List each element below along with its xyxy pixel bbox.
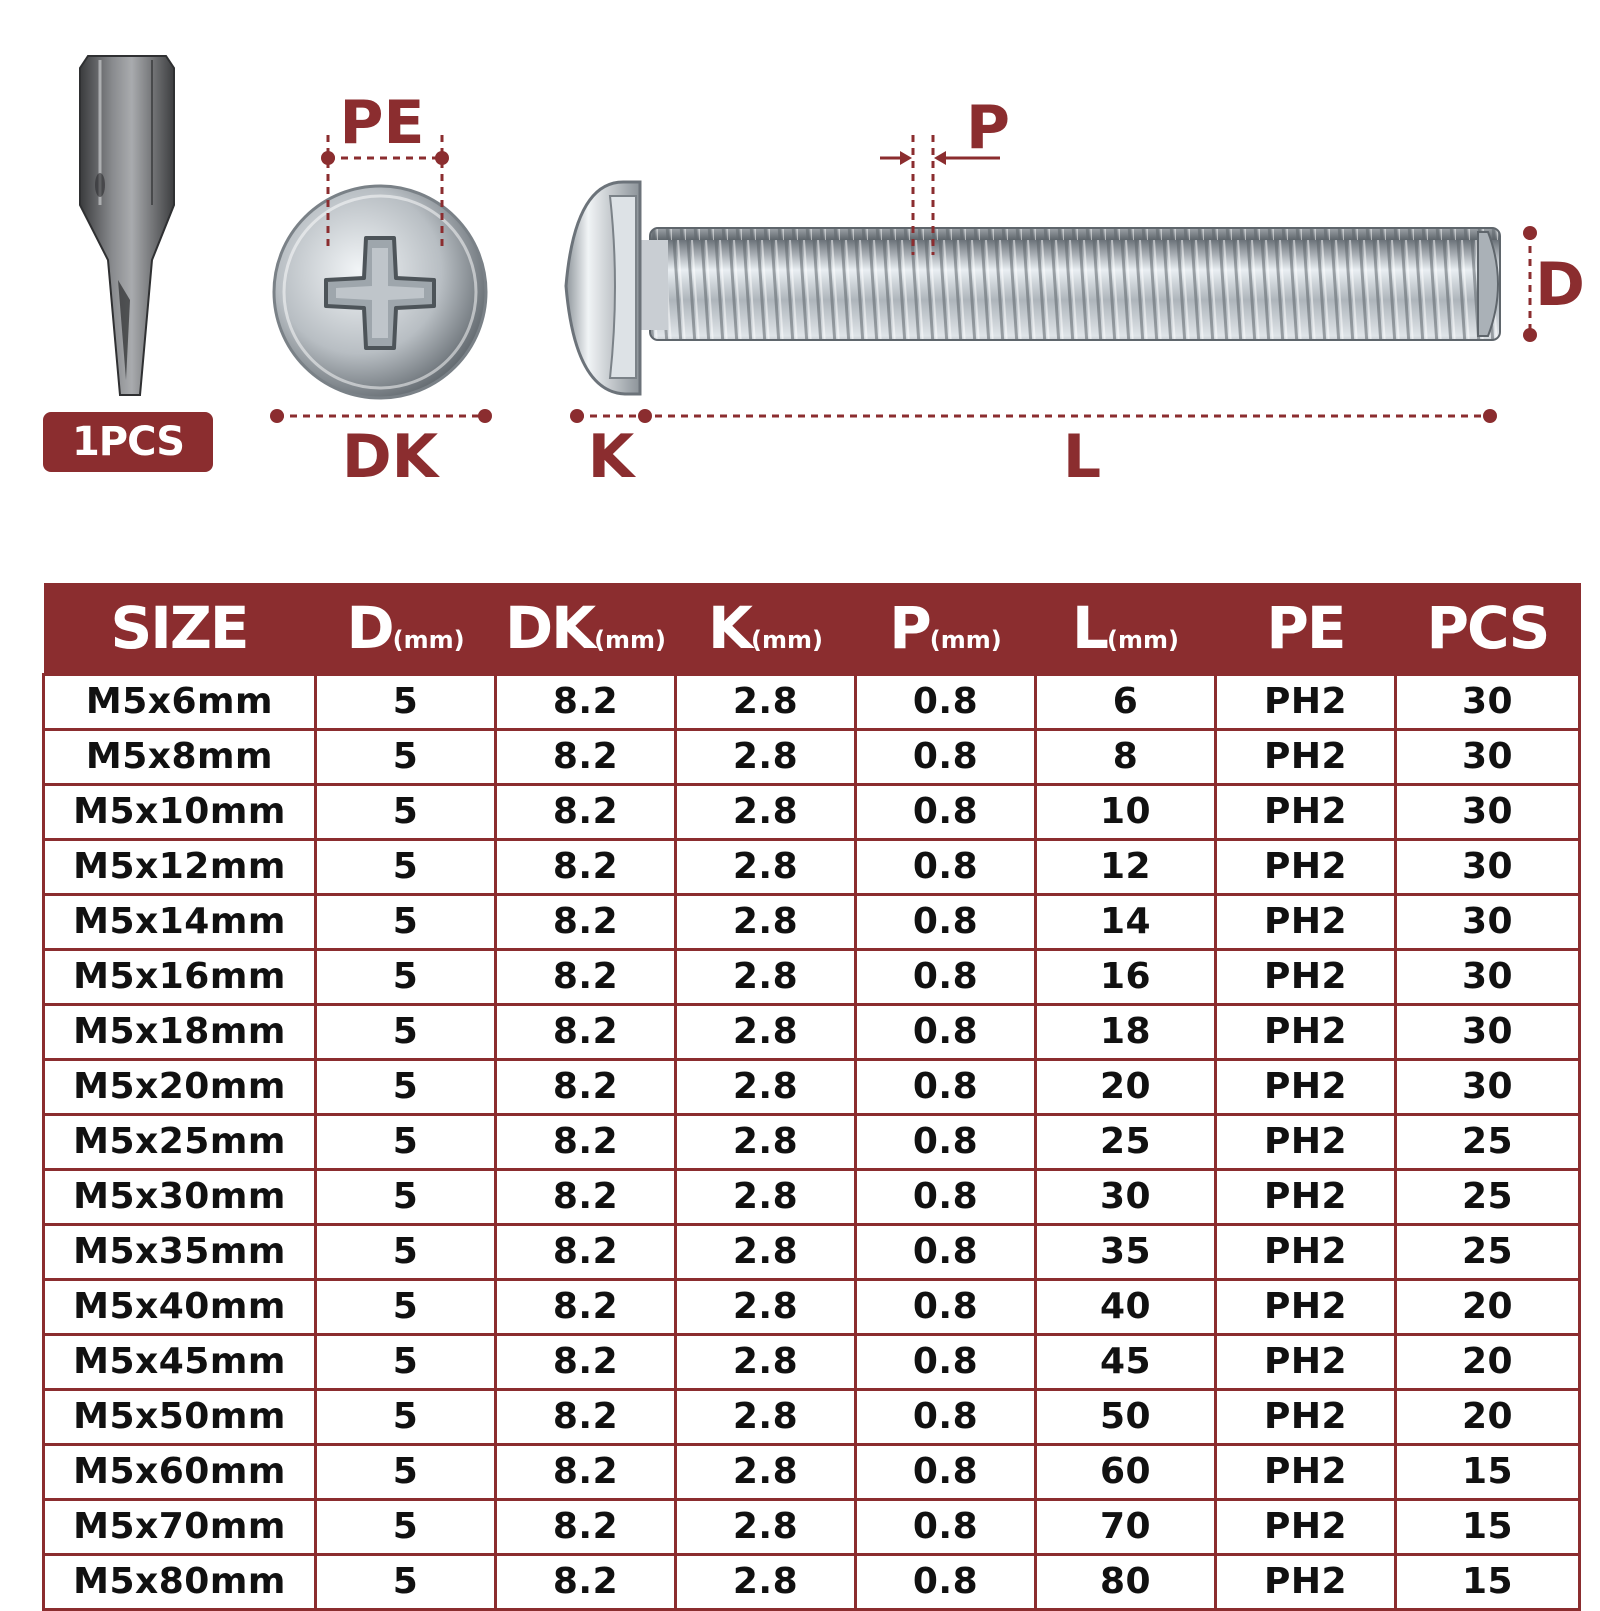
table-cell-pe: PH2 [1216, 1500, 1396, 1555]
table-cell-pe: PH2 [1216, 785, 1396, 840]
column-header-label: D [346, 594, 393, 662]
table-row [44, 730, 1580, 785]
column-header-d [316, 583, 496, 675]
table-cell-p: 0.8 [856, 1115, 1036, 1170]
table-cell-d: 5 [316, 1225, 496, 1280]
table-cell-k: 2.8 [676, 785, 856, 840]
table-cell-d: 5 [316, 895, 496, 950]
screw-dimension-diagram [0, 0, 1600, 560]
table-cell-p: 0.8 [856, 950, 1036, 1005]
table-cell-pcs: 30 [1396, 1005, 1580, 1060]
table-cell-l: 12 [1036, 840, 1216, 895]
table-cell-pe: PH2 [1216, 895, 1396, 950]
table-cell-d: 5 [316, 1115, 496, 1170]
table-cell-size: M5x30mm [44, 1170, 316, 1225]
table-cell-dk: 8.2 [496, 1445, 676, 1500]
table-cell-d: 5 [316, 840, 496, 895]
table-cell-k: 2.8 [676, 840, 856, 895]
table-cell-d: 5 [316, 1005, 496, 1060]
table-cell-size: M5x6mm [44, 675, 316, 730]
table-cell-k: 2.8 [676, 675, 856, 730]
table-cell-k: 2.8 [676, 730, 856, 785]
table-cell-pcs: 25 [1396, 1225, 1580, 1280]
table-cell-k: 2.8 [676, 1335, 856, 1390]
table-cell-p: 0.8 [856, 1170, 1036, 1225]
column-header-label: K [708, 594, 751, 662]
table-cell-p: 0.8 [856, 840, 1036, 895]
table-cell-p: 0.8 [856, 1225, 1036, 1280]
table-cell-l: 6 [1036, 675, 1216, 730]
table-cell-k: 2.8 [676, 1225, 856, 1280]
table-row [44, 1335, 1580, 1390]
table-cell-dk: 8.2 [496, 1280, 676, 1335]
table-cell-pe: PH2 [1216, 1005, 1396, 1060]
table-row [44, 950, 1580, 1005]
table-cell-size: M5x80mm [44, 1555, 316, 1610]
table-cell-p: 0.8 [856, 1555, 1036, 1610]
column-header-label: PCS [1426, 594, 1549, 662]
table-cell-pe: PH2 [1216, 1555, 1396, 1610]
table-cell-l: 25 [1036, 1115, 1216, 1170]
column-header-pcs [1396, 583, 1580, 675]
table-cell-dk: 8.2 [496, 1170, 676, 1225]
table-cell-pe: PH2 [1216, 1335, 1396, 1390]
table-cell-k: 2.8 [676, 895, 856, 950]
table-cell-p: 0.8 [856, 1060, 1036, 1115]
table-cell-d: 5 [316, 1060, 496, 1115]
column-header-label: L [1072, 594, 1107, 662]
table-cell-pe: PH2 [1216, 1170, 1396, 1225]
table-cell-p: 0.8 [856, 1005, 1036, 1060]
table-row [44, 1555, 1580, 1610]
table-cell-k: 2.8 [676, 1555, 856, 1610]
table-row [44, 1005, 1580, 1060]
table-cell-d: 5 [316, 1555, 496, 1610]
column-header-unit: (mm) [929, 626, 1002, 654]
table-cell-size: M5x70mm [44, 1500, 316, 1555]
table-cell-pcs: 30 [1396, 840, 1580, 895]
table-row [44, 895, 1580, 950]
column-header-label: P [889, 594, 930, 662]
table-cell-l: 16 [1036, 950, 1216, 1005]
table-cell-pcs: 20 [1396, 1390, 1580, 1445]
table-cell-dk: 8.2 [496, 840, 676, 895]
table-cell-p: 0.8 [856, 1280, 1036, 1335]
table-cell-dk: 8.2 [496, 675, 676, 730]
table-cell-d: 5 [316, 950, 496, 1005]
table-cell-pe: PH2 [1216, 1225, 1396, 1280]
table-cell-d: 5 [316, 1445, 496, 1500]
table-cell-size: M5x40mm [44, 1280, 316, 1335]
label-k: K [587, 422, 635, 492]
table-cell-size: M5x14mm [44, 895, 316, 950]
table-cell-dk: 8.2 [496, 1005, 676, 1060]
table-cell-k: 2.8 [676, 1390, 856, 1445]
table-cell-k: 2.8 [676, 1115, 856, 1170]
column-header-label: PE [1266, 594, 1345, 662]
table-cell-pe: PH2 [1216, 1115, 1396, 1170]
column-header-p [856, 583, 1036, 675]
table-row [44, 1280, 1580, 1335]
table-row [44, 1060, 1580, 1115]
table-cell-dk: 8.2 [496, 1500, 676, 1555]
table-cell-d: 5 [316, 1170, 496, 1225]
column-header-unit: (mm) [1107, 626, 1179, 654]
table-cell-d: 5 [316, 1280, 496, 1335]
column-header-pe [1216, 583, 1396, 675]
table-cell-p: 0.8 [856, 675, 1036, 730]
table-cell-k: 2.8 [676, 1445, 856, 1500]
table-cell-size: M5x8mm [44, 730, 316, 785]
table-cell-k: 2.8 [676, 950, 856, 1005]
table-cell-size: M5x20mm [44, 1060, 316, 1115]
table-cell-p: 0.8 [856, 1390, 1036, 1445]
column-header-size [44, 583, 316, 675]
table-cell-pcs: 15 [1396, 1500, 1580, 1555]
table-header-row [44, 583, 1580, 675]
column-header-label: DK [504, 594, 595, 662]
table-row [44, 1225, 1580, 1280]
table-cell-size: M5x16mm [44, 950, 316, 1005]
table-cell-d: 5 [316, 675, 496, 730]
table-cell-dk: 8.2 [496, 1390, 676, 1445]
table-cell-p: 0.8 [856, 1500, 1036, 1555]
label-pe: PE [339, 88, 425, 158]
table-body [44, 675, 1580, 1610]
table-cell-l: 10 [1036, 785, 1216, 840]
screw-spec-table [42, 583, 1581, 1611]
table-cell-pcs: 25 [1396, 1115, 1580, 1170]
table-cell-d: 5 [316, 1500, 496, 1555]
bit-quantity-badge: 1PCS [43, 412, 213, 472]
table-cell-l: 60 [1036, 1445, 1216, 1500]
table-cell-pcs: 30 [1396, 785, 1580, 840]
table-cell-l: 14 [1036, 895, 1216, 950]
table-cell-pcs: 20 [1396, 1280, 1580, 1335]
column-header-label: SIZE [110, 594, 248, 662]
table-cell-l: 35 [1036, 1225, 1216, 1280]
table-cell-size: M5x18mm [44, 1005, 316, 1060]
table-cell-pcs: 20 [1396, 1335, 1580, 1390]
table-cell-k: 2.8 [676, 1060, 856, 1115]
table-cell-dk: 8.2 [496, 1060, 676, 1115]
table-cell-dk: 8.2 [496, 895, 676, 950]
table-cell-l: 20 [1036, 1060, 1216, 1115]
table-row [44, 1500, 1580, 1555]
table-cell-p: 0.8 [856, 730, 1036, 785]
table-cell-pe: PH2 [1216, 730, 1396, 785]
table-cell-size: M5x60mm [44, 1445, 316, 1500]
table-row [44, 1115, 1580, 1170]
table-cell-p: 0.8 [856, 1445, 1036, 1500]
column-header-unit: (mm) [751, 626, 823, 654]
phillips-bit-icon [80, 56, 174, 395]
column-header-dk [496, 583, 676, 675]
table-cell-pe: PH2 [1216, 1280, 1396, 1335]
table-cell-l: 18 [1036, 1005, 1216, 1060]
table-cell-dk: 8.2 [496, 950, 676, 1005]
table-row [44, 840, 1580, 895]
column-header-unit: (mm) [594, 626, 667, 654]
table-cell-dk: 8.2 [496, 1555, 676, 1610]
table-cell-l: 8 [1036, 730, 1216, 785]
table-cell-k: 2.8 [676, 1500, 856, 1555]
table-cell-size: M5x50mm [44, 1390, 316, 1445]
table-cell-pcs: 30 [1396, 895, 1580, 950]
table-cell-d: 5 [316, 1390, 496, 1445]
table-cell-k: 2.8 [676, 1280, 856, 1335]
table-cell-l: 30 [1036, 1170, 1216, 1225]
table-cell-p: 0.8 [856, 785, 1036, 840]
column-header-unit: (mm) [392, 626, 465, 654]
table-cell-pcs: 30 [1396, 730, 1580, 785]
table-cell-pcs: 30 [1396, 675, 1580, 730]
table-cell-l: 70 [1036, 1500, 1216, 1555]
table-cell-size: M5x35mm [44, 1225, 316, 1280]
table-cell-d: 5 [316, 785, 496, 840]
table-cell-pcs: 15 [1396, 1445, 1580, 1500]
table-cell-pcs: 25 [1396, 1170, 1580, 1225]
table-row [44, 1170, 1580, 1225]
table-cell-dk: 8.2 [496, 785, 676, 840]
label-dk: DK [341, 422, 439, 492]
label-p: P [966, 93, 1010, 163]
label-l: L [1062, 422, 1102, 492]
table-row [44, 1390, 1580, 1445]
table-cell-pe: PH2 [1216, 675, 1396, 730]
table-cell-l: 45 [1036, 1335, 1216, 1390]
table-row [44, 1445, 1580, 1500]
table-cell-pcs: 30 [1396, 950, 1580, 1005]
table-cell-d: 5 [316, 730, 496, 785]
table-cell-pcs: 15 [1396, 1555, 1580, 1610]
table-cell-p: 0.8 [856, 1335, 1036, 1390]
table-cell-dk: 8.2 [496, 1225, 676, 1280]
table-cell-l: 80 [1036, 1555, 1216, 1610]
table-cell-pcs: 30 [1396, 1060, 1580, 1115]
table-cell-p: 0.8 [856, 895, 1036, 950]
table-cell-dk: 8.2 [496, 1335, 676, 1390]
label-d: D [1535, 250, 1585, 320]
table-cell-d: 5 [316, 1335, 496, 1390]
table-cell-l: 40 [1036, 1280, 1216, 1335]
table-cell-pe: PH2 [1216, 1445, 1396, 1500]
column-header-k [676, 583, 856, 675]
table-cell-size: M5x45mm [44, 1335, 316, 1390]
table-cell-l: 50 [1036, 1390, 1216, 1445]
table-cell-size: M5x25mm [44, 1115, 316, 1170]
screw-head-top-icon [274, 186, 486, 398]
table-row [44, 675, 1580, 730]
table-cell-dk: 8.2 [496, 730, 676, 785]
table-cell-size: M5x12mm [44, 840, 316, 895]
table-cell-pe: PH2 [1216, 1390, 1396, 1445]
table-cell-pe: PH2 [1216, 1060, 1396, 1115]
table-cell-k: 2.8 [676, 1005, 856, 1060]
table-cell-size: M5x10mm [44, 785, 316, 840]
table-cell-pe: PH2 [1216, 950, 1396, 1005]
table-row [44, 785, 1580, 840]
pan-head-screw-side-icon [566, 182, 1500, 394]
table-cell-pe: PH2 [1216, 840, 1396, 895]
table-cell-dk: 8.2 [496, 1115, 676, 1170]
table-cell-k: 2.8 [676, 1170, 856, 1225]
column-header-l [1036, 583, 1216, 675]
